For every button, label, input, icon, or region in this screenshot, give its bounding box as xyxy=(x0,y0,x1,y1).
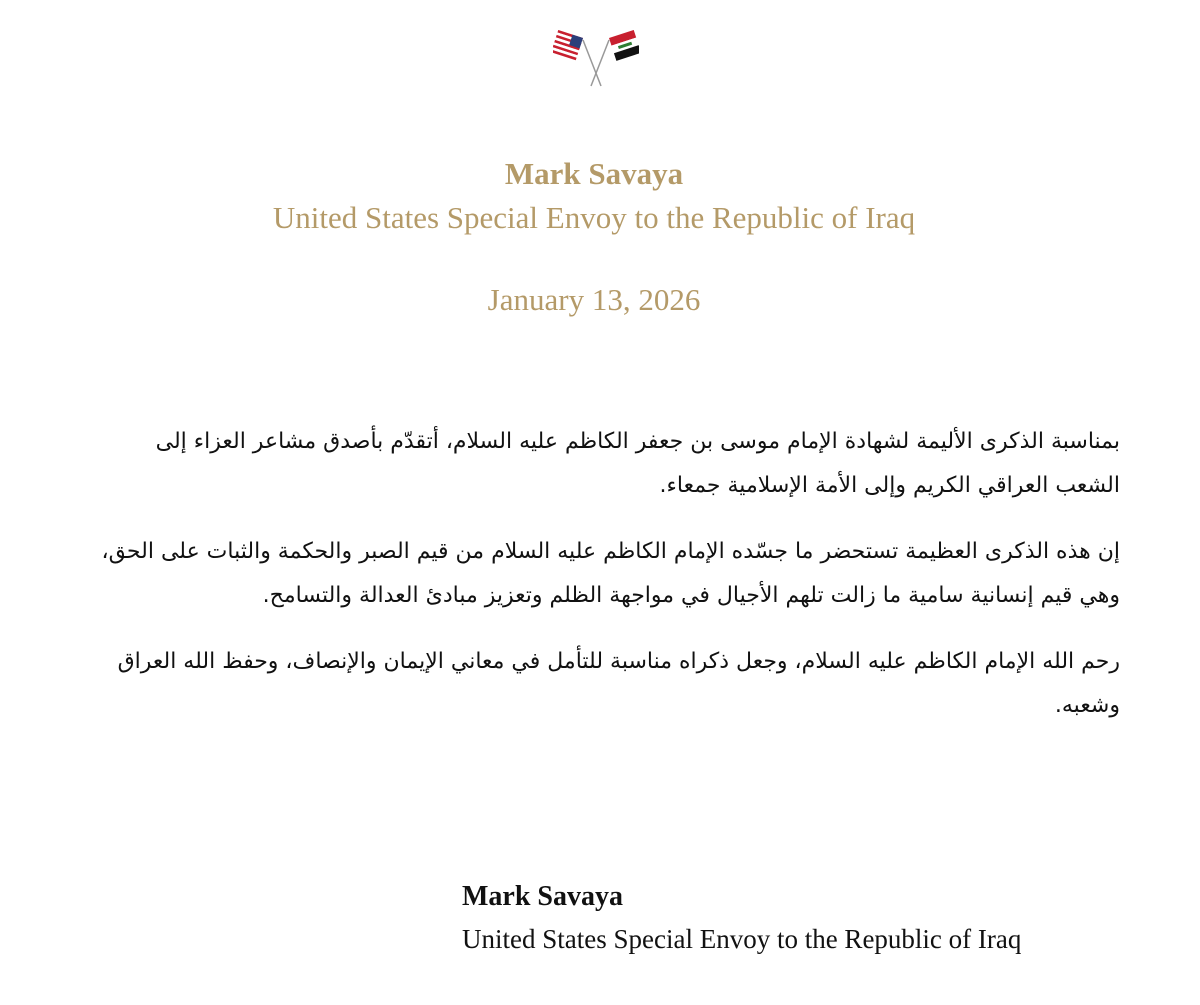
body-paragraph: بمناسبة الذكرى الأليمة لشهادة الإمام موسى بن جعفر الكاظم عليه السلام، أتقدّم بأصدق مشاعر العزاء إلى الشعب العراقي الكريم وإلى الأمة الإسلامية جمعاء. xyxy=(155,429,1120,498)
letter-date: January 13, 2026 xyxy=(487,282,701,317)
signature-title: United States Special Envoy to the Republic of Iraq xyxy=(462,924,1022,954)
us-iraq-flags-icon xyxy=(553,30,639,90)
iraq-flag-icon xyxy=(609,30,639,61)
letterhead xyxy=(0,152,1188,322)
crossed-flags-icon xyxy=(553,30,639,90)
signature-block xyxy=(462,876,1021,960)
signature-name: Mark Savaya xyxy=(462,881,623,912)
header-title: United States Special Envoy to the Republic of Iraq xyxy=(272,200,916,235)
letter-body xyxy=(86,420,1120,750)
header-name: Mark Savaya xyxy=(504,156,684,191)
iraq-flag-pole xyxy=(591,40,609,86)
body-paragraph: رحم الله الإمام الكاظم عليه السلام، وجعل ذكراه مناسبة للتأمل في معاني الإيمان والإنصاف، وحفظ الله العراق وشعبه. xyxy=(117,649,1120,718)
body-paragraph: إن هذه الذكرى العظيمة تستحضر ما جسّده الإمام الكاظم عليه السلام من قيم الصبر والحكمة والثبات على الحق، وهي قيم إنسانية سامية ما زالت تلهم الأجيال في مواجهة الظلم وتعزيز مبادئ العدالة والتسامح. xyxy=(101,539,1120,608)
us-flag-icon xyxy=(553,30,583,60)
us-flag-pole xyxy=(583,40,601,86)
